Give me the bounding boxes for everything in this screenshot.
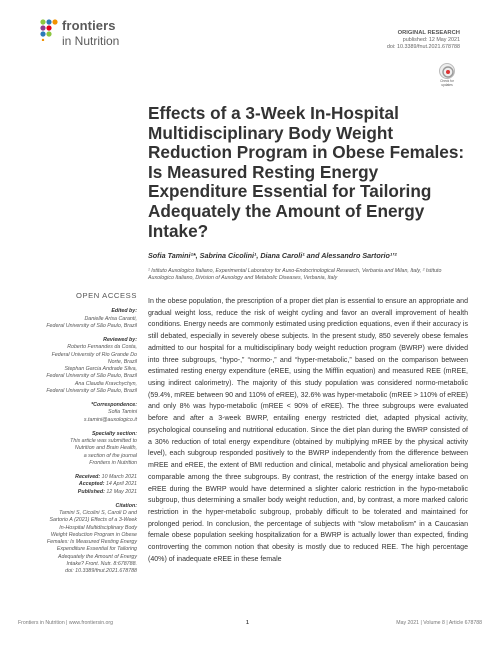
article-meta [387,30,460,51]
reviewer-line: Roberto Fernandes da Costa, [67,344,137,351]
accepted-date: 14 April 2021 [105,481,137,488]
specialty-line: This article was submitted to [70,438,137,444]
edited-by-heading: Edited by: [111,308,137,315]
citation-line: Intake? Front. Nutr. 8:678788. [66,560,137,567]
editor-line: Federal University of São Paulo, Brazil [46,322,137,329]
edited-by-block [20,308,137,330]
footer-journal-link[interactable]: Frontiers in Nutrition | www.frontiersin.org [18,620,114,626]
accepted-label: Accepted: [78,481,105,488]
specialty-heading: Specialty section: [91,430,137,437]
footer-volume-info: May 2021 | Volume 8 | Article 678788 [396,620,482,626]
article-type: ORIGINAL RESEARCH [397,30,460,36]
citation-heading: Citation: [115,502,137,509]
reviewer-line: Federal University of Rio Grande Do [51,351,137,358]
reviewed-by-block [20,337,137,395]
abstract-text: In the obese population, the prescription of a proper diet plan is essential to ensure an appropriate and gradual weight loss, reduce the risk of weight cycling and favor an overall improvement of health conditions. Energy needs are commonly estimated using prediction equations, even if their accuracy is still debated, especially in severely obese subjects. In the present study, 850 severely obese females admitted to our hospital for a multidisciplinary body weight reduction program (BWRP) were divided into three subgroups, “hypo-,” “normo-,” and “hyper-metabolic,” based on the comparison between estimated resting energy expenditure (eREE, using the Mifflin equation) and measured REE (mREE, using indirect calorimetry). The majority of this study population was considered normo-metabolic (59.4%, mREE between 90 and 110% of eREE), 32.6% was hyper-metabolic (mREE > 110% of eREE) and only 8% was hypo-metabolic (mREE < 90% of eREE). The three subgroups were evaluated before and after a 3-week BWRP, entailing energy restricted diet, adapted physical activity, psychological counseling and nutritional education. Since the diet plan during the BWRP consisted of a 30% reduction of total energy expenditure (obtained by multiplying mREE by the physical activity level), each subgroup responded positively to the BWRP independently from the difference between mREE and eREE, the extent of BMI reduction and clinical, metabolic and physical amelioration being comparable among the three subgroups. By contrast, the restriction of the energy intake based on eREE during the BWRP would have determined a slighter caloric restriction in the hypo-metabolic subgroup, thus determining a smaller body weight reduction, and, by contrast, a more marked caloric restriction in the hyper-metabolic subgroup, probably difficult to be tolerated and maintained for prolonged period. In conclusion, the percentage of subjects with “slow metabolism” in a Caucasian female obese population seeking hospitalization for a BWRP is actually lower than expected, finding controverting the common notion that obesity is mostly due to reduced REE. The high percentage (40%) of inadequate eREE in these female [148,298,468,563]
citation-doi[interactable]: doi: 10.3389/fnut.2021.678788 [65,568,137,574]
reviewer-line: Ana Claudia Kravchychyn, [74,380,137,387]
sidebar [20,292,137,582]
affiliations: ¹ Istituto Auxologico Italiano, Experimental Laboratory for Auxo-Endocrinological Research, Verbania and Milan, Italy, ² Istituto Auxologico Italiano, Division of Auxology and Metabolic Diseases, Verbania, Italy [148,268,442,282]
specialty-block [20,431,137,467]
citation-line: Females: Is Measured Resting Energy [46,539,137,545]
reviewer-line: Norte, Brazil [107,358,137,365]
published-label: Published: [77,488,105,495]
page-footer [0,620,500,632]
editor-line: Danielle Arisa Caranti, [84,315,137,322]
correspondence-heading: *Correspondence: [91,402,137,408]
citation-line: Sartorio A (2021) Effects of a 3-Week [49,517,137,524]
specialty-line: Nutrition and Brain Health, [74,445,137,452]
dates-block [20,474,137,496]
reviewer-line: Stephan Garcia Andrade Silva, [64,366,137,372]
reviewer-line: Federal University of São Paulo, Brazil [46,387,137,394]
citation-line: Adequately the Amount of Energy [57,553,137,560]
specialty-line: Frontiers in Nutrition [89,459,137,466]
correspondence-email[interactable]: s.tamini@auxologico.it [83,416,137,423]
received-label: Received: [75,474,101,480]
citation-line: Weight Reduction Program in Obese [50,531,137,538]
frontiers-logo-icon [40,19,58,41]
published-date-side: 12 May 2021 [106,488,137,495]
received-date: 10 March 2021 [101,474,137,480]
check-updates-label: Check for updates [440,79,454,87]
journal-logo[interactable] [40,17,160,57]
citation-line: Tamini S, Cicolini S, Caroli D and [59,510,137,516]
page-number: 1 [246,620,249,626]
logo-journal-name: in Nutrition [62,34,120,48]
open-access-label: OPEN ACCESS [75,291,137,300]
logo-frontiers-text: frontiers [62,18,116,33]
correspondence-block [20,402,137,424]
check-updates-icon [439,63,455,79]
specialty-line: a section of the journal [83,452,137,459]
correspondence-name: Sofia Tamini [108,409,137,416]
citation-line: In-Hospital Multidisciplinary Body [59,524,137,531]
check-for-updates-button[interactable] [436,63,458,89]
reviewed-by-heading: Reviewed by: [103,337,137,343]
author-list: Sofia Tamini¹*, Sabrina Cicolini¹, Diana Caroli¹ and Alessandro Sartorio¹ʼ² [148,251,397,260]
citation-block [20,503,137,576]
article-title: Effects of a 3-Week In-Hospital Multidisciplinary Body Weight Reduction Program in Obese Females: Is Measured Resting Energy Expenditure Essential for Tailoring Adequately the Amount of Energy Intake? [148,103,465,241]
reviewer-line: Federal University of São Paulo, Brazil [46,373,137,380]
citation-line: Expenditure Essential for Tailoring [56,546,137,553]
doi[interactable]: doi: 10.3389/fnut.2021.678788 [386,44,460,50]
published-date: published: 12 May 2021 [402,37,460,43]
